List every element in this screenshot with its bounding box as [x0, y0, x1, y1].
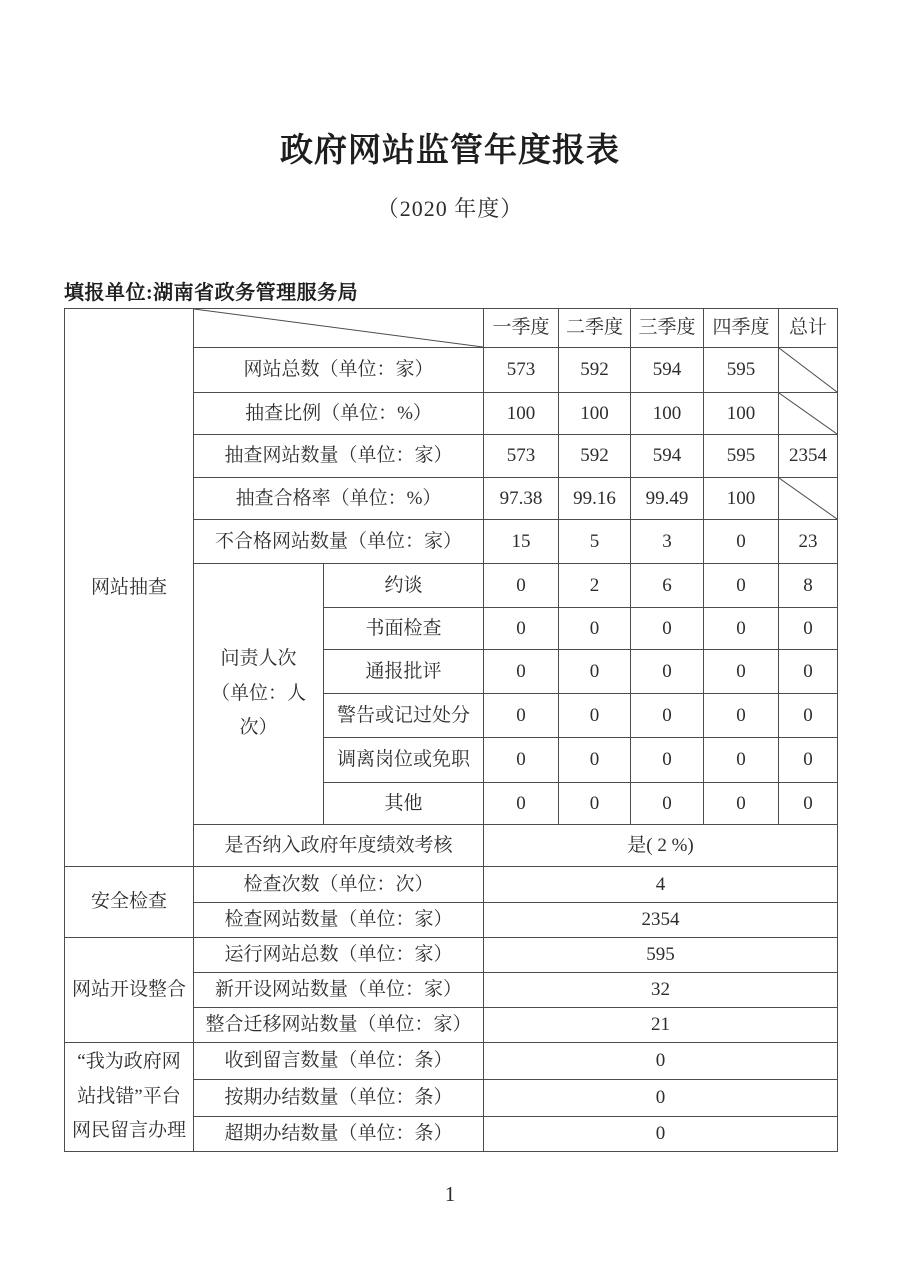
row-label-circulated-criticism: 通报批评: [324, 650, 484, 694]
value-cell: 594: [631, 348, 704, 393]
row-label-sampled-websites: 抽查网站数量（单位：家）: [194, 435, 484, 478]
value-cell: 15: [484, 520, 559, 564]
row-label-warning-or-demerit: 警告或记过处分: [324, 694, 484, 738]
value-cell: 0: [631, 608, 704, 650]
value-cell: 0: [559, 783, 631, 825]
row-label-inspection-times: 检查次数（单位：次）: [194, 867, 484, 903]
value-cell: 2: [559, 564, 631, 608]
diagonal-line-icon: [779, 393, 837, 434]
row-label-transfer-or-dismissal: 调离岗位或免职: [324, 738, 484, 783]
accountability-group-label: [194, 564, 324, 825]
assessment-value-cell: 是( 2 %): [484, 825, 838, 867]
value-cell: 0: [631, 783, 704, 825]
row-label-new-websites: 新开设网站数量（单位：家）: [194, 973, 484, 1008]
label-line: 站找错”平台: [77, 1085, 181, 1107]
section-label-website-integration: 网站开设整合: [65, 938, 194, 1043]
value-cell: 0: [704, 650, 779, 694]
value-cell: 99.16: [559, 478, 631, 520]
value-cell: 0: [484, 564, 559, 608]
label-line: 次）: [239, 717, 278, 739]
value-cell: 592: [559, 435, 631, 478]
value-cell: 0: [484, 694, 559, 738]
diagonal-line-icon: [194, 309, 483, 347]
diagonal-line-icon: [779, 348, 837, 392]
value-cell: 0: [484, 608, 559, 650]
total-value-cell: 23: [779, 520, 838, 564]
row-label-running-websites: 运行网站总数（单位：家）: [194, 938, 484, 973]
value-cell: 3: [631, 520, 704, 564]
value-cell: 573: [484, 348, 559, 393]
row-label-performance-assessment: 是否纳入政府年度绩效考核: [194, 825, 484, 867]
value-cell: 4: [484, 867, 838, 903]
column-header-q2: 二季度: [559, 309, 631, 348]
page-number: 1: [444, 1182, 456, 1206]
na-diagonal-cell: [779, 478, 838, 520]
table-row: [65, 867, 838, 903]
value-cell: 100: [704, 478, 779, 520]
value-cell: 100: [559, 393, 631, 435]
page-subtitle: （2020 年度）: [376, 196, 524, 221]
value-cell: 0: [484, 1043, 838, 1080]
report-table: [64, 308, 838, 1152]
value-cell: 0: [704, 520, 779, 564]
row-label-received-messages: 收到留言数量（单位：条）: [194, 1043, 484, 1080]
table-row: [65, 1043, 838, 1080]
row-label-failed-websites: 不合格网站数量（单位：家）: [194, 520, 484, 564]
value-cell: 100: [631, 393, 704, 435]
value-cell: 595: [704, 435, 779, 478]
row-label-interview: 约谈: [324, 564, 484, 608]
table-header-row: [65, 309, 838, 348]
row-label-other: 其他: [324, 783, 484, 825]
value-cell: 0: [704, 694, 779, 738]
value-cell: 0: [704, 738, 779, 783]
value-cell: 99.49: [631, 478, 704, 520]
na-diagonal-cell: [779, 393, 838, 435]
section-label-error-platform: [65, 1043, 194, 1152]
section-label-security-check: 安全检查: [65, 867, 194, 938]
value-cell: 0: [631, 650, 704, 694]
value-cell: 573: [484, 435, 559, 478]
value-cell: 595: [484, 938, 838, 973]
total-value-cell: 0: [779, 738, 838, 783]
value-cell: 100: [484, 393, 559, 435]
value-cell: 594: [631, 435, 704, 478]
value-cell: 21: [484, 1008, 838, 1043]
label-line: 问责人次: [220, 648, 297, 670]
diagonal-line-icon: [779, 478, 837, 519]
value-cell: 2354: [484, 903, 838, 938]
table-row: [65, 938, 838, 973]
total-value-cell: 0: [779, 608, 838, 650]
total-value-cell: 0: [779, 650, 838, 694]
row-label-migrated-websites: 整合迁移网站数量（单位：家）: [194, 1008, 484, 1043]
value-cell: 0: [484, 650, 559, 694]
row-label-total-websites: 网站总数（单位：家）: [194, 348, 484, 393]
value-cell: 0: [559, 738, 631, 783]
value-cell: 100: [704, 393, 779, 435]
value-cell: 0: [559, 694, 631, 738]
row-label-sampling-ratio: 抽查比例（单位：%）: [194, 393, 484, 435]
total-value-cell: 8: [779, 564, 838, 608]
column-header-q1: 一季度: [484, 309, 559, 348]
reporting-unit: 填报单位:湖南省政务管理服务局: [64, 282, 359, 304]
value-cell: 0: [631, 694, 704, 738]
value-cell: 0: [631, 738, 704, 783]
value-cell: 0: [704, 564, 779, 608]
section-label-website-sampling: 网站抽查: [65, 309, 194, 867]
value-cell: 0: [559, 650, 631, 694]
na-diagonal-cell: [779, 348, 838, 393]
value-cell: 592: [559, 348, 631, 393]
corner-diagonal-cell: [194, 309, 484, 348]
label-line: “我为政府网: [77, 1051, 181, 1072]
value-cell: 0: [484, 738, 559, 783]
column-header-q4: 四季度: [704, 309, 779, 348]
value-cell: 0: [704, 608, 779, 650]
value-cell: 0: [484, 1116, 838, 1151]
row-label-overdue-processed: 超期办结数量（单位：条）: [194, 1116, 484, 1151]
row-label-inspected-websites: 检查网站数量（单位：家）: [194, 903, 484, 938]
column-header-total: 总计: [779, 309, 838, 348]
value-cell: 595: [704, 348, 779, 393]
column-header-q3: 三季度: [631, 309, 704, 348]
label-line: （单位：人: [210, 682, 306, 704]
total-value-cell: 0: [779, 694, 838, 738]
value-cell: 32: [484, 973, 838, 1008]
label-line: 网民留言办理: [71, 1120, 186, 1142]
value-cell: 0: [559, 608, 631, 650]
value-cell: 0: [484, 1080, 838, 1116]
page-title: 政府网站监管年度报表: [280, 131, 620, 168]
total-value-cell: 0: [779, 783, 838, 825]
value-cell: 0: [704, 783, 779, 825]
value-cell: 6: [631, 564, 704, 608]
value-cell: 97.38: [484, 478, 559, 520]
row-label-ontime-processed: 按期办结数量（单位：条）: [194, 1080, 484, 1116]
row-label-written-inspection: 书面检查: [324, 608, 484, 650]
total-value-cell: 2354: [779, 435, 838, 478]
value-cell: 0: [484, 783, 559, 825]
value-cell: 5: [559, 520, 631, 564]
row-label-pass-rate: 抽查合格率（单位：%）: [194, 478, 484, 520]
